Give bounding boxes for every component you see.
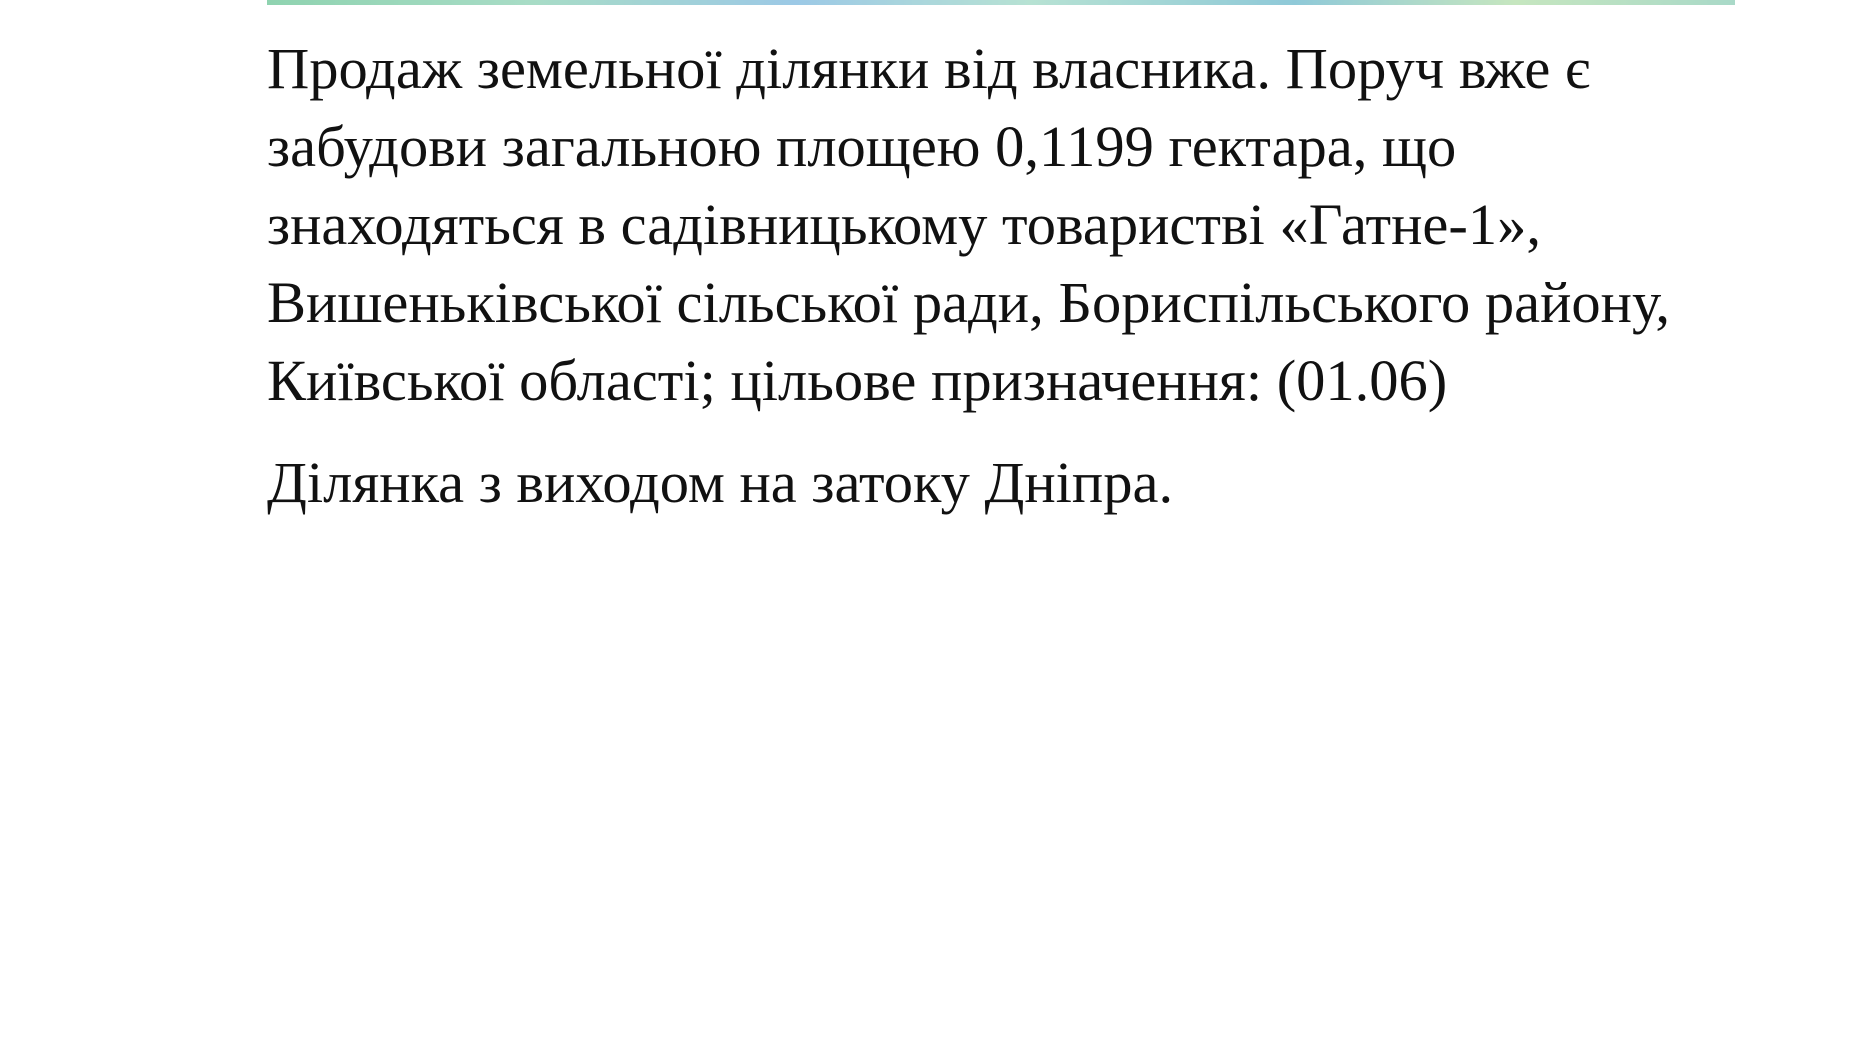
listing-note: Ділянка з виходом на затоку Дніпра. [267,450,1174,515]
listing-description: Продаж земельної ділянки від власника. Поруч вже є забудови загальною площею 0,1199 гектара, що знаходяться в садівницькому товаристві «Гатне-1», Вишеньківської сільської ради, Бориспільського району, Київської області; цільове призначення: (01.06) [267,36,1671,413]
listing-description-section [267,30,1737,522]
banner-image-strip [267,0,1735,5]
